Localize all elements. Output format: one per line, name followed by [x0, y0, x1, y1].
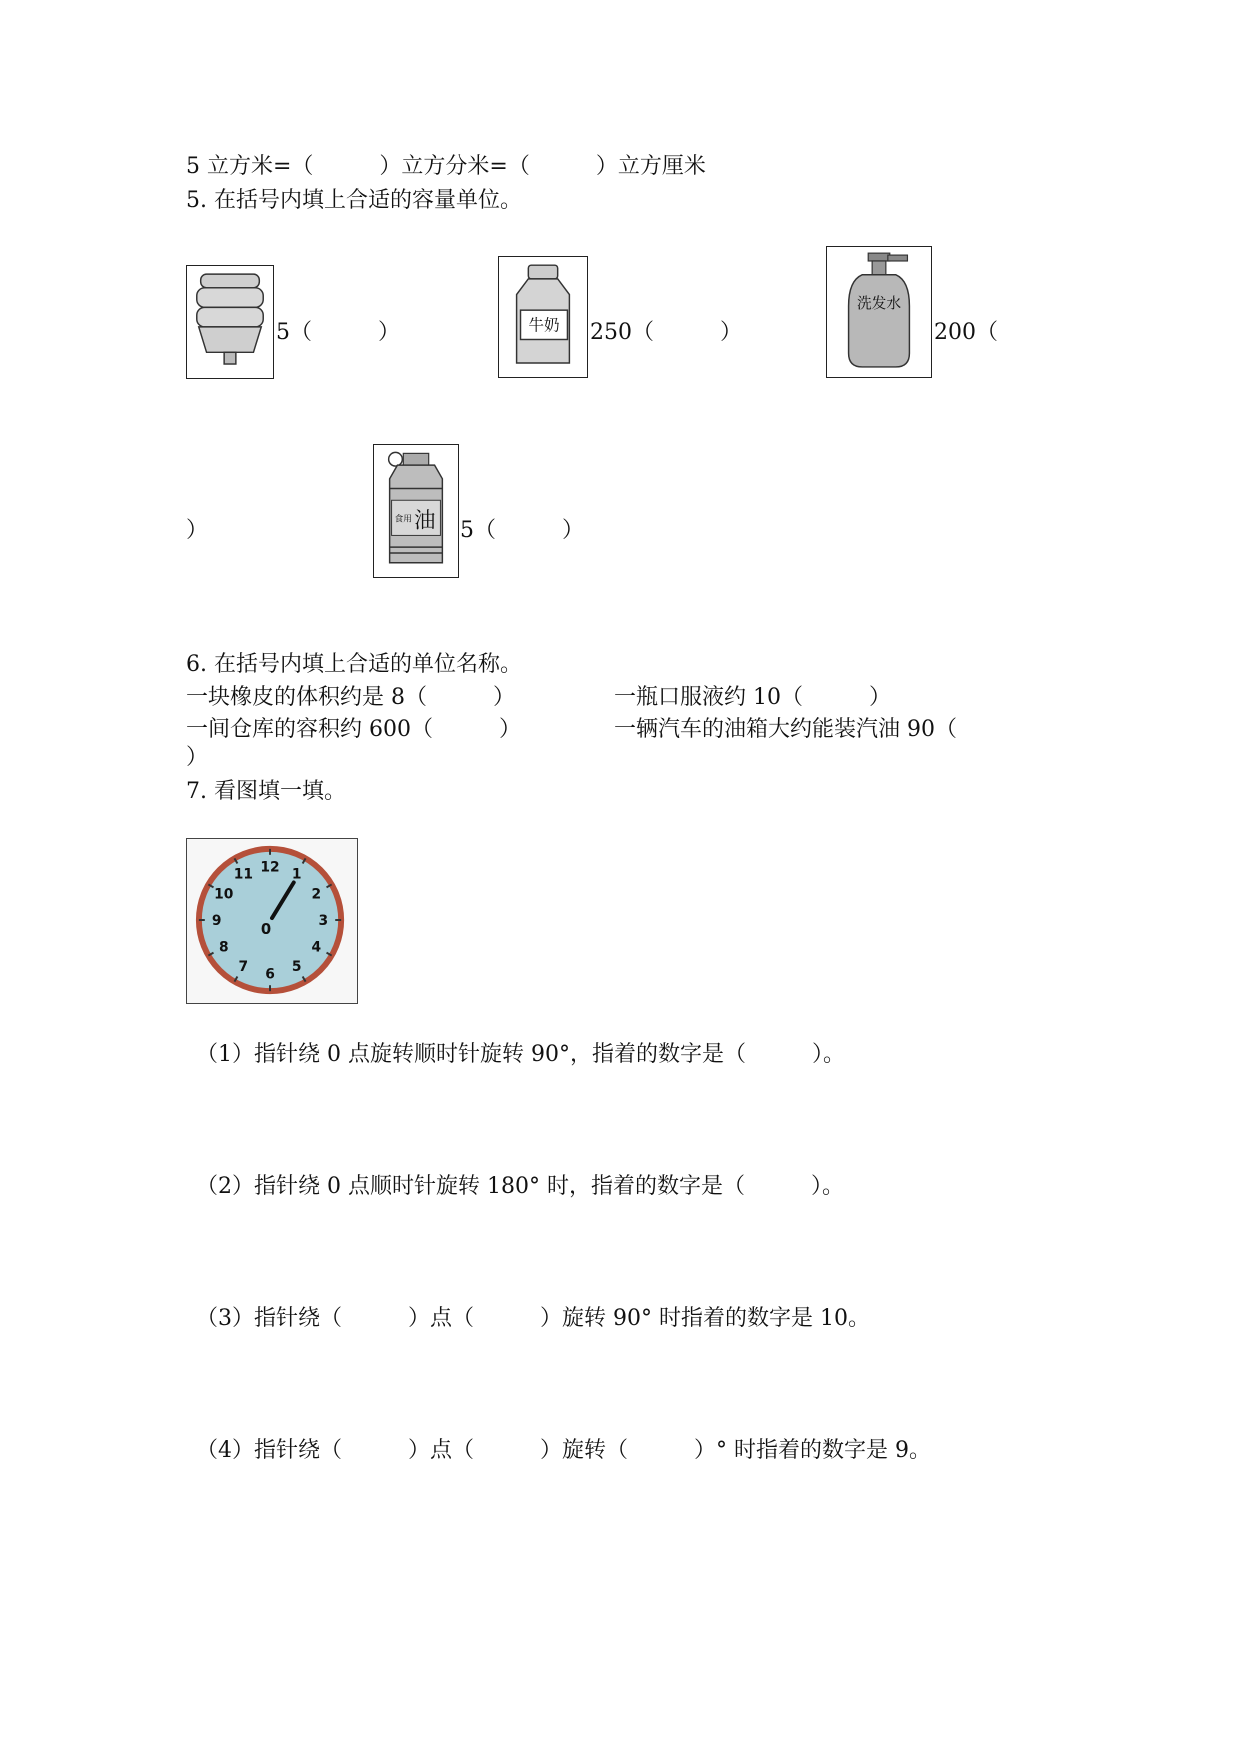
q5-item-3-close: ）	[186, 518, 209, 543]
clock-figure	[186, 838, 358, 1004]
clock-number-1: 1	[291, 866, 302, 883]
clock-number-12: 12	[260, 859, 280, 876]
q7-sub-2: （2）指针绕 0 点顺时针旋转 180° 时，指着的数字是（ ）。	[196, 1174, 844, 1199]
q5-item-1-answer: 5（ ）	[276, 320, 400, 345]
q7-title: 7. 看图填一填。	[186, 779, 346, 804]
q6-row-3: ）	[186, 745, 209, 770]
q7-sub-3: （3）指针绕（ ）点（ ）旋转 90° 时指着的数字是 10。	[196, 1306, 870, 1331]
milk-label: 牛奶	[528, 315, 560, 335]
q5-item-3-answer: 200（	[934, 320, 998, 345]
q5-title: 5. 在括号内填上合适的容量单位。	[186, 188, 522, 213]
clock-number-9: 9	[211, 912, 222, 929]
svg-text:洗发水	[857, 295, 901, 312]
q7-sub-4: （4）指针绕（ ）点（ ）旋转（ ）° 时指着的数字是 9。	[196, 1438, 931, 1463]
water-bucket-icon	[186, 265, 274, 379]
oil-small-label: 食用	[394, 514, 413, 525]
q6-row-2-right: 一辆汽车的油箱大约能装汽油 90（	[614, 717, 957, 742]
q5-item-2-answer: 250（ ）	[590, 320, 742, 345]
q5-item-4-answer: 5（ ）	[460, 518, 584, 543]
clock-number-7: 7	[238, 959, 249, 976]
q7-sub-1: （1）指针绕 0 点旋转顺时针旋转 90°，指着的数字是（ ）。	[196, 1042, 845, 1067]
clock-number-4: 4	[311, 939, 322, 956]
q6-row-1-right: 一瓶口服液约 10（ ）	[614, 685, 891, 710]
milk-bottle-icon	[498, 256, 588, 378]
clock-number-5: 5	[291, 959, 302, 976]
q6-row-2-left: 一间仓库的容积约 600（ ）	[186, 717, 521, 742]
clock-number-3: 3	[318, 912, 329, 929]
clock-number-6: 6	[265, 966, 275, 983]
clock-number-10: 10	[214, 886, 234, 903]
shampoo-label: 洗发水	[856, 295, 902, 313]
oil-can-icon	[373, 444, 459, 578]
shampoo-bottle-icon	[826, 246, 932, 378]
clock-number-2: 2	[311, 886, 322, 903]
clock-center-label: 0	[260, 920, 272, 938]
q4-conversion-line: 5 立方米=（ ）立方分米=（ ）立方厘米	[186, 154, 706, 179]
q6-row-1-left: 一块橡皮的体积约是 8（ ）	[186, 685, 515, 710]
clock-number-11: 11	[233, 866, 253, 883]
clock-number-8: 8	[218, 939, 229, 956]
q6-title: 6. 在括号内填上合适的单位名称。	[186, 652, 522, 677]
oil-label: 油	[414, 508, 436, 534]
